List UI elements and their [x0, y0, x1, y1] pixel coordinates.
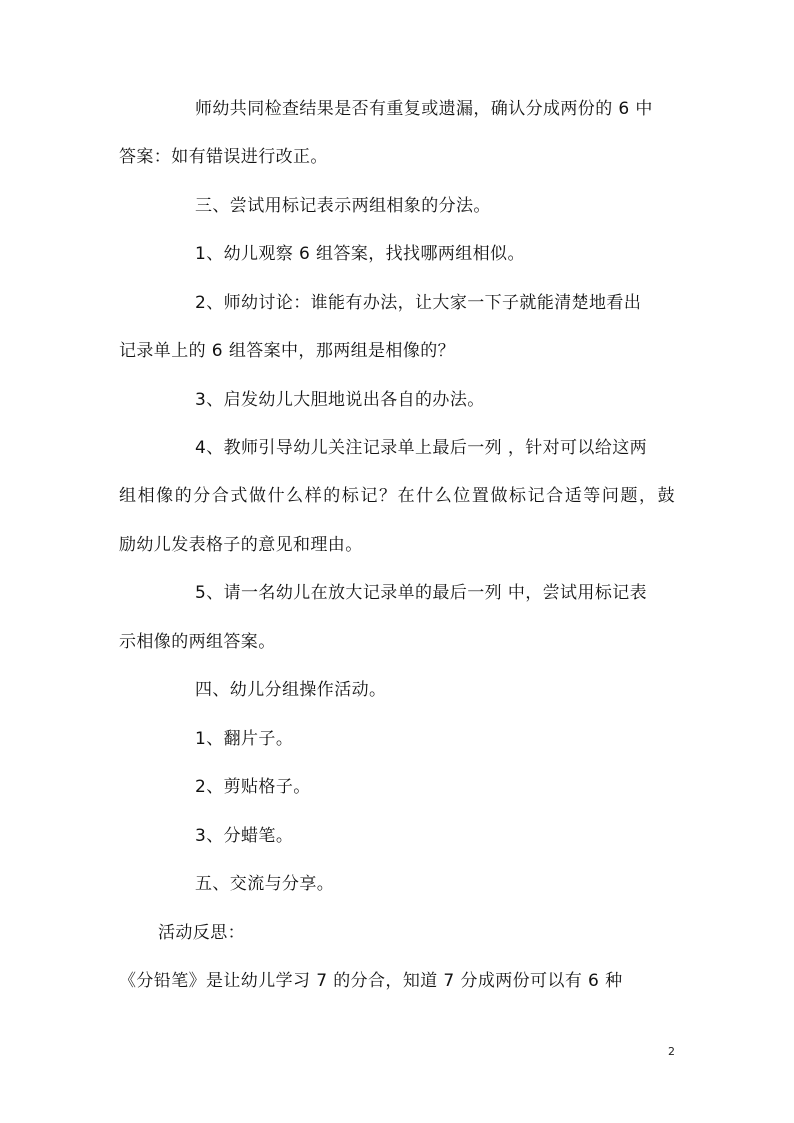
- reflection-paragraph-line-1: 《分铅笔》是让幼儿学习 7 的分合，知道 7 分成两份可以有 6 种: [119, 971, 623, 991]
- section-heading-four: 四、幼儿分组操作活动。: [195, 680, 387, 700]
- list-item-3: 3、启发幼儿大胆地说出各自的办法。: [195, 390, 485, 410]
- activity-item-2: 2、剪贴格子。: [195, 777, 311, 797]
- reflection-heading: 活动反思：: [158, 923, 245, 943]
- section-heading-three: 三、尝试用标记表示两组相象的分法。: [195, 196, 491, 216]
- paragraph-line-1: 师幼共同检查结果是否有重复或遗漏，确认分成两份的 6 中: [195, 99, 653, 119]
- activity-item-3: 3、分蜡笔。: [195, 826, 294, 846]
- activity-item-1: 1、翻片子。: [195, 729, 294, 749]
- paragraph-line-2: 答案：如有错误进行改正。: [119, 147, 328, 167]
- list-item-2: 2、师幼讨论：谁能有办法，让大家一下子就能清楚地看出: [195, 293, 642, 313]
- list-item-5: 5、请一名幼儿在放大记录单的最后一列 中，尝试用标记表: [195, 583, 648, 603]
- list-item-5-continued: 示相像的两组答案。: [119, 632, 276, 652]
- section-heading-five: 五、交流与分享。: [195, 874, 335, 894]
- list-item-1: 1、幼儿观察 6 组答案，找找哪两组相似。: [195, 244, 525, 264]
- list-item-4: 4、教师引导幼儿关注记录单上最后一列 ，针对可以给这两: [195, 438, 648, 458]
- list-item-4-continued-2: 励幼儿发表格子的意见和理由。: [119, 535, 363, 555]
- list-item-4-continued-1: 组相像的分合式做什么样的标记？在什么位置做标记合适等问题，鼓: [119, 486, 675, 506]
- page-number: 2: [668, 1045, 675, 1058]
- list-item-2-continued: 记录单上的 6 组答案中，那两组是相像的？: [119, 341, 456, 361]
